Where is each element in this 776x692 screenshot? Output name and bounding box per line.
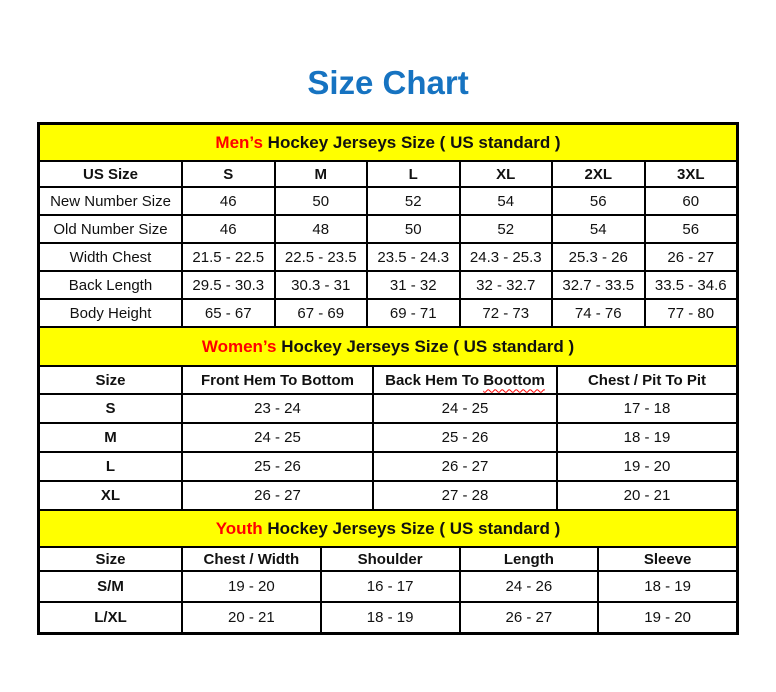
row-label: S/M — [39, 571, 182, 602]
cell: 77 - 80 — [645, 299, 738, 327]
column-header-xl: XL — [460, 161, 553, 187]
mens-section-rest: Hockey Jerseys Size ( US standard ) — [262, 132, 561, 152]
mens-section-highlight: Men’s — [215, 132, 263, 152]
youth-section-title — [39, 510, 737, 547]
cell: 52 — [460, 215, 553, 243]
cell: 17 - 18 — [557, 394, 737, 423]
cell: 50 — [367, 215, 460, 243]
mens-section-band — [39, 124, 737, 161]
column-header-sleeve: Sleeve — [598, 547, 737, 571]
column-header-2xl: 2XL — [552, 161, 645, 187]
cell: 26 - 27 — [460, 602, 599, 633]
cell: 60 — [645, 187, 738, 215]
cell: 52 — [367, 187, 460, 215]
table-row-womens-l — [39, 452, 737, 481]
womens-section-rest: Hockey Jerseys Size ( US standard ) — [276, 336, 575, 356]
cell: 54 — [552, 215, 645, 243]
back-hem-text: Back Hem To — [385, 371, 484, 389]
table-row-womens-s — [39, 394, 737, 423]
table-row-back-length — [39, 271, 737, 299]
cell: 46 — [182, 215, 275, 243]
cell: 26 - 27 — [645, 243, 738, 271]
cell: 67 - 69 — [275, 299, 368, 327]
cell: 23.5 - 24.3 — [367, 243, 460, 271]
cell: 74 - 76 — [552, 299, 645, 327]
table-row-youth-sm — [39, 571, 737, 602]
cell: 54 — [460, 187, 553, 215]
cell: 25 - 26 — [373, 423, 557, 452]
cell: 33.5 - 34.6 — [645, 271, 738, 299]
row-label: Old Number Size — [39, 215, 182, 243]
cell: 19 - 20 — [557, 452, 737, 481]
size-chart-tables — [37, 122, 739, 635]
column-header-length: Length — [460, 547, 599, 571]
cell: 25 - 26 — [182, 452, 373, 481]
youth-section-rest: Hockey Jerseys Size ( US standard ) — [262, 518, 561, 538]
youth-header-row — [39, 547, 737, 571]
cell: 26 - 27 — [373, 452, 557, 481]
womens-section-title — [39, 327, 737, 366]
cell: 24 - 25 — [182, 423, 373, 452]
cell: 16 - 17 — [321, 571, 460, 602]
table-row-womens-xl — [39, 481, 737, 510]
page-title: Size Chart — [307, 64, 469, 101]
cell: 32 - 32.7 — [460, 271, 553, 299]
cell: 27 - 28 — [373, 481, 557, 510]
cell: 24 - 26 — [460, 571, 599, 602]
column-header-chest: Chest / Pit To Pit — [557, 366, 737, 394]
youth-size-table — [38, 509, 738, 634]
cell: 30.3 - 31 — [275, 271, 368, 299]
row-label: L/XL — [39, 602, 182, 633]
row-label: Width Chest — [39, 243, 182, 271]
column-header-s: S — [182, 161, 275, 187]
youth-section-highlight: Youth — [215, 518, 263, 538]
back-hem-typo-word: Boottom — [483, 371, 545, 389]
cell: 18 - 19 — [557, 423, 737, 452]
womens-section-highlight: Women’s — [201, 336, 277, 356]
cell: 19 - 20 — [598, 602, 737, 633]
cell: 56 — [552, 187, 645, 215]
cell: 23 - 24 — [182, 394, 373, 423]
cell: 29.5 - 30.3 — [182, 271, 275, 299]
column-header-size: Size — [39, 547, 182, 571]
row-label: M — [39, 423, 182, 452]
row-label: L — [39, 452, 182, 481]
cell: 50 — [275, 187, 368, 215]
mens-size-table — [38, 123, 738, 328]
mens-header-row — [39, 161, 737, 187]
column-header-chest-width: Chest / Width — [182, 547, 321, 571]
table-row-womens-m — [39, 423, 737, 452]
column-header-3xl: 3XL — [645, 161, 738, 187]
table-row-new-number-size — [39, 187, 737, 215]
table-row-body-height — [39, 299, 737, 327]
cell: 20 - 21 — [557, 481, 737, 510]
cell: 25.3 - 26 — [552, 243, 645, 271]
column-header-size: Size — [39, 366, 182, 394]
table-row-old-number-size — [39, 215, 737, 243]
cell: 19 - 20 — [182, 571, 321, 602]
mens-section-title — [39, 124, 737, 161]
column-header-shoulder: Shoulder — [321, 547, 460, 571]
table-row-youth-lxl — [39, 602, 737, 633]
column-header-l: L — [367, 161, 460, 187]
row-label: XL — [39, 481, 182, 510]
row-label: Body Height — [39, 299, 182, 327]
cell: 46 — [182, 187, 275, 215]
cell: 18 - 19 — [598, 571, 737, 602]
cell: 22.5 - 23.5 — [275, 243, 368, 271]
row-label: S — [39, 394, 182, 423]
cell: 21.5 - 22.5 — [182, 243, 275, 271]
womens-section-band — [39, 327, 737, 366]
column-header-us-size: US Size — [39, 161, 182, 187]
cell: 56 — [645, 215, 738, 243]
youth-section-band — [39, 510, 737, 547]
cell: 31 - 32 — [367, 271, 460, 299]
womens-size-table — [38, 326, 738, 511]
column-header-front-hem: Front Hem To Bottom — [182, 366, 373, 394]
cell: 20 - 21 — [182, 602, 321, 633]
cell: 32.7 - 33.5 — [552, 271, 645, 299]
cell: 18 - 19 — [321, 602, 460, 633]
womens-header-row — [39, 366, 737, 394]
row-label: Back Length — [39, 271, 182, 299]
row-label: New Number Size — [39, 187, 182, 215]
cell: 24 - 25 — [373, 394, 557, 423]
cell: 26 - 27 — [182, 481, 373, 510]
cell: 24.3 - 25.3 — [460, 243, 553, 271]
column-header-m: M — [275, 161, 368, 187]
cell: 72 - 73 — [460, 299, 553, 327]
cell: 65 - 67 — [182, 299, 275, 327]
column-header-back-hem — [373, 366, 557, 394]
table-row-width-chest — [39, 243, 737, 271]
cell: 48 — [275, 215, 368, 243]
cell: 69 - 71 — [367, 299, 460, 327]
